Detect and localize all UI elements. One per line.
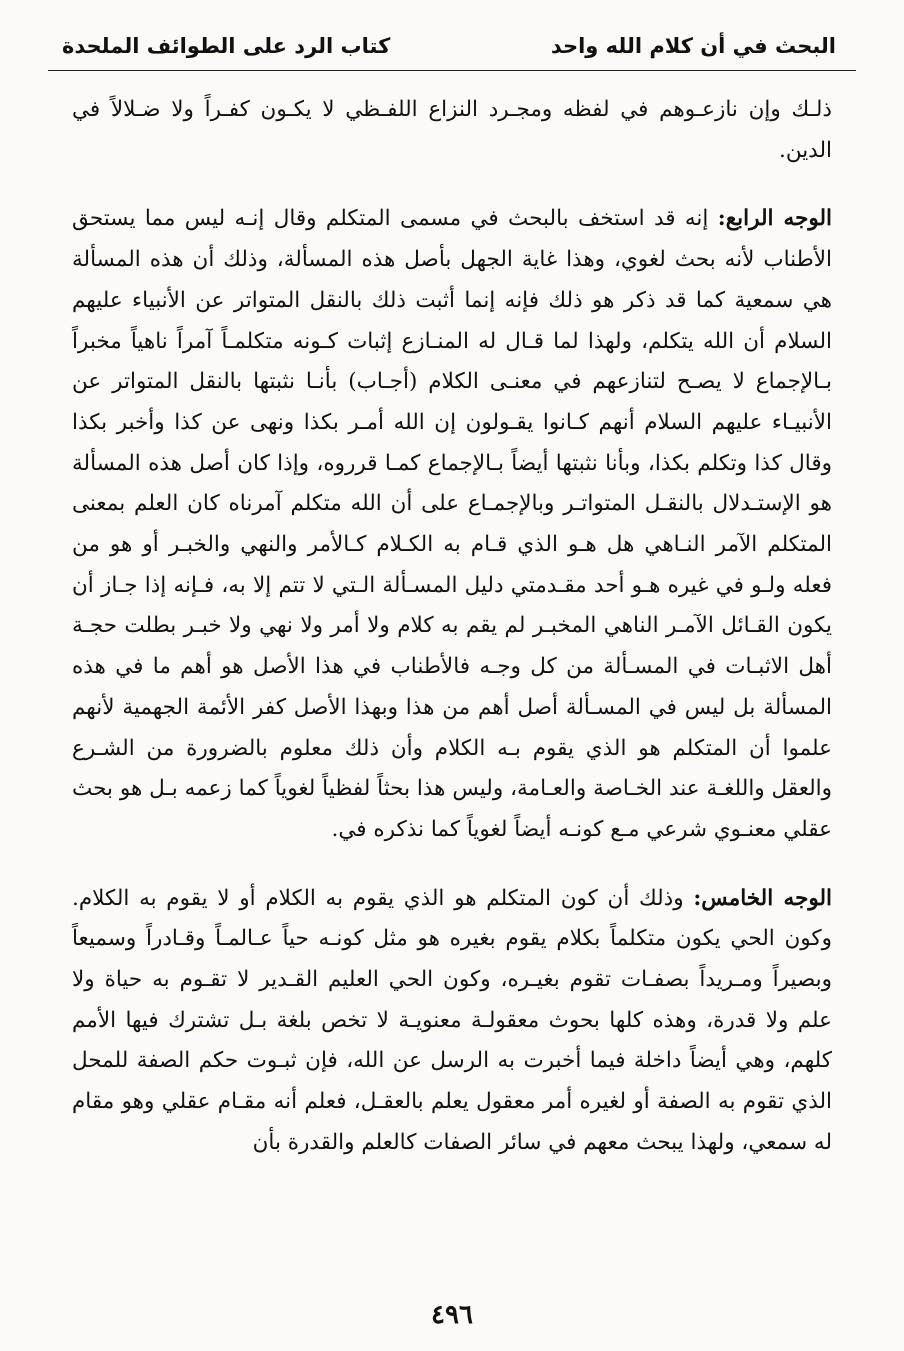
paragraph-2 — [72, 199, 832, 850]
header-book-title: كتاب الرد على الطوائف الملحدة — [62, 34, 391, 58]
paragraph-3 — [72, 879, 832, 1164]
paragraph-1 — [72, 90, 832, 171]
page-body — [72, 90, 832, 1164]
header-chapter-title: البحث في أن كلام الله واحد — [550, 34, 836, 58]
paragraph-2-heading: الوجه الرابع: — [717, 206, 832, 232]
paragraph-1-text: ذلـك وإن نازعـوهم في لفظه ومجـرد النزاع اللفـظي لا يكـون كفـراً ولا ضـلالاً في الدين. — [72, 97, 832, 163]
page-number: ٤٩٦ — [431, 1300, 473, 1330]
running-header — [48, 30, 856, 71]
paragraph-3-heading: الوجه الخامس: — [693, 885, 832, 911]
paragraph-2-text: إنه قد استخف بالبحث في مسمى المتكلم وقال إنـه ليس مما يستحق الأطناب لأنه بحث لغوي، وهذا غاية الجهل بأصل هذه المسألة، وذلك أن هذه المسألة هي سمعية كما قد ذكر هو ذلك فإنه إنما أثبت ذلك بالنقل المتواتر عن الأنبياء عليهم السلام أن الله يتكلم، ولهذا لما قـال له المنـازع إثبات كـونه متكلمـاً آمراً ناهياً مخبراً بـالإجماع لا يصـح لتنازعهم في معنـى الكلام (أجـاب) بأنـا نثبتها بالنقل المتواتر عن الأنبيـاء عليهم السلام أنهم كـانوا يقـولون إن الله أمـر بكذا ونهى عن كذا وأخبر بكذا وقال كذا وتكلم بكذا، وبأنا نثبتها أيضاً بـالإجماع كمـا قرروه، وإذا كان أصل هذه المسألة هو الإستـدلال بالنقـل المتواتـر وبالإجمـاع على أن الله متكلم آمرناه كان العلم بمعنى المتكلم الآمر النـاهي هل هـو الذي قـام به الكـلام كـالأمر والنهي والخبـر أو هو من فعله ولـو في غيره هـو أحد مقـدمتي دليل المسـألة الـتي لا تتم إلا به، فـإنه إذا جـاز أن يكون القـائل الآمـر الناهي المخبـر لم يقم به كلام ولا أمر ولا نهي ولا خبـر بطلت حجـة أهل الاثبـات في المسـألة من كل وجـه فالأطناب في هذا الأصل هو أهم ما في هذه المسألة بل ليس في المسـألة أصل أهم من هذا وبهذا الأصل كفر الأئمة الجهمية لأنهم علموا أن المتكلم هو الذي يقوم بـه الكلام وأن ذلك معلوم بالضرورة من الشـرع والعقل واللغـة عند الخـاصة والعـامة، وليس هذا بحثاً لفظياً لغوياً كما زعمه بـل هو بحث عقلي معنـوي شرعي مـع كونـه أيضاً لغوياً كما نذكره في. — [72, 206, 832, 842]
paragraph-spacer — [72, 171, 832, 199]
paragraph-spacer — [72, 851, 832, 879]
paragraph-3-text: وذلك أن كون المتكلم هو الذي يقوم به الكلام أو لا يقوم به الكلام. وكون الحي يكون متكلماً بكلام يقوم بغيره هو مثل كونـه حياً عـالمـاً وقـادراً وسميعاً وبصيراً ومـريداً بصفـات تقوم بغيـره، وكون الحي العليم القـدير لا تقـوم به حياة ولا علم ولا قدرة، وهذه كلها بحوث معقولـة معنويـة لا تخص بلغة بـل تشترك فيها الأمم كلهم، وهي أيضاً داخلة فيما أخبرت به الرسل عن الله، فإن ثبـوت حكم الصفة للمحل الذي تقوم به الصفة أو لغيره أمر معقول يعلم بالعقـل، فعلم أنه مقـام عقلي وهو مقام له سمعي، ولهذا يبحث معهم في سائر الصفات كالعلم والقدرة بأن — [72, 885, 832, 1155]
